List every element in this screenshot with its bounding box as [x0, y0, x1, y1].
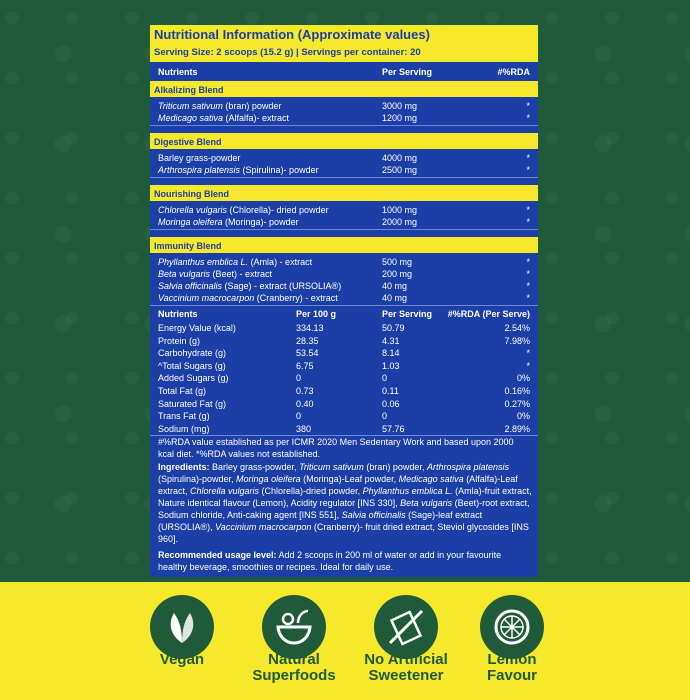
- nutr-col-rda: #%RDA (Per Serve): [447, 309, 530, 319]
- nutrition-cell: 0.40: [296, 398, 314, 409]
- blend-item-amount: 2000 mg: [382, 217, 418, 227]
- blend-name: Immunity Blend: [154, 241, 222, 251]
- blend-item-name: Chlorella vulgaris (Chlorella)- dried powder: [158, 205, 329, 215]
- no-sweetener-icon: [374, 595, 438, 659]
- nutrition-cell: Sodium (mg): [158, 423, 210, 434]
- blend-item-rda: *: [526, 153, 530, 163]
- badge-sweetener-label: No Artificial Sweetener: [364, 651, 448, 684]
- blend-item-amount: 1000 mg: [382, 205, 418, 215]
- nutrition-header-row: [150, 308, 538, 321]
- nutrition-cell: 4.31: [382, 335, 400, 346]
- nutrition-cell: Trans Fat (g): [158, 411, 210, 422]
- nutrition-cell: 7.98%: [504, 335, 530, 346]
- blend-item-amount: 200 mg: [382, 269, 413, 279]
- blend-item-row: [150, 112, 538, 125]
- blend-item-name: Vaccinium macrocarpon (Cranberry) - extract: [158, 293, 338, 303]
- blend-item-amount: 3000 mg: [382, 101, 418, 111]
- blend-item-name: Arthrospira platensis (Spirulina)- powder: [158, 165, 319, 175]
- divider: [150, 177, 538, 178]
- badge-superfoods-label: Natural Superfoods: [252, 651, 336, 684]
- nutr-col-perserving: Per Serving: [382, 309, 433, 319]
- usage-label: Recommended usage level:: [158, 550, 277, 560]
- nutrition-panel: [150, 25, 538, 577]
- blend-item-row: [150, 164, 538, 177]
- usage-text: [158, 549, 532, 573]
- blend-item-name: Triticum sativum (bran) powder: [158, 101, 282, 111]
- serving-info: Serving Size: 2 scoops (15.2 g) | Servings per container: 20: [154, 47, 421, 58]
- nutrition-row: [150, 347, 538, 360]
- nutrition-cell: 8.14: [382, 348, 400, 359]
- nutrition-cell: 0: [382, 411, 388, 422]
- col-per-serving: Per Serving: [382, 67, 433, 77]
- blend-header-row: [150, 66, 538, 79]
- leaf-icon: [150, 595, 214, 659]
- nutrition-cell: 380: [296, 423, 312, 434]
- nutrition-cell: *: [526, 360, 530, 371]
- blend-item-rda: *: [526, 165, 530, 175]
- nutrition-cell: 0: [296, 411, 302, 422]
- col-rda: #%RDA: [497, 67, 530, 77]
- blend-item-amount: 1200 mg: [382, 113, 418, 123]
- blend-item-name: Beta vulgaris (Beet) - extract: [158, 269, 273, 279]
- nutrition-cell: 0%: [516, 411, 530, 422]
- blend-item-amount: 2500 mg: [382, 165, 418, 175]
- ingredients-body: Barley grass-powder, Triticum sativum (bran) powder, Arthrospira platensis (Spirulina)-powder, Moringa oleifera (Moringa)-Leaf powder, Medicago sativa (Alfalfa)-Leaf extract, Chlorella vulgaris (Chlorella)-dried powder, Phyllanthus emblica L. (Amla)-fruit extract, Nature identical flavour (Lemon), Acidity regulator [INS 330], Beta vulgaris (Beet)-root extract, Sodium chloride, Anti-caking agent [INS 551], Salvia officinalis (Sage)-leaf extract (URSOLIA®), Vaccinium macrocarpon (Cranberry)- fruit dried extract, Steviol glycosides [INS 960].: [158, 462, 532, 544]
- blend-item-rda: *: [526, 269, 530, 279]
- nutrition-cell: 0.11: [382, 386, 399, 396]
- blend-item-name: Medicago sativa (Alfalfa)- extract: [158, 113, 290, 123]
- blend-item-name: Moringa oleifera (Moringa)- powder: [158, 217, 299, 227]
- nutrition-row: [150, 372, 538, 385]
- blend-item-name: Salvia officinalis (Sage) - extract (URSOLIA®): [158, 281, 342, 291]
- blend-item-rda: *: [526, 257, 530, 267]
- blend-item-amount: 4000 mg: [382, 153, 418, 163]
- divider: [150, 229, 538, 230]
- nutr-col-per100: Per 100 g: [296, 309, 337, 319]
- nutrition-cell: 28.35: [296, 335, 319, 346]
- nutrition-cell: Saturated Fat (g): [158, 398, 227, 409]
- nutrition-cell: Carbohydrate (g): [158, 348, 227, 359]
- nutrition-row: [150, 360, 538, 373]
- blend-name: Digestive Blend: [154, 137, 222, 147]
- blend-name: Alkalizing Blend: [154, 85, 224, 95]
- nutr-col-nutrients: Nutrients: [158, 309, 198, 319]
- nutrition-row: [150, 423, 538, 436]
- panel-title: Nutritional Information (Approximate values): [154, 27, 430, 42]
- nutrition-cell: 1.03: [382, 360, 400, 371]
- nutrition-cell: 0.73: [296, 386, 314, 396]
- divider: [150, 305, 538, 306]
- nutrition-cell: 0%: [516, 373, 530, 384]
- nutrition-row: [150, 410, 538, 423]
- lemon-icon: [480, 595, 544, 659]
- blend-item-name: Barley grass-powder: [158, 153, 241, 163]
- nutrition-cell: Energy Value (kcal): [158, 323, 236, 333]
- blend-item-row: [150, 292, 538, 305]
- nutrition-cell: 2.54%: [504, 323, 530, 333]
- badge-lemon-label: Lemon Favour: [486, 651, 537, 684]
- blend-item-rda: *: [526, 281, 530, 291]
- blend-name: Nourishing Blend: [154, 189, 229, 199]
- nutrition-cell: *: [526, 348, 530, 359]
- nutrition-cell: 0: [296, 373, 302, 384]
- nutrition-row: [150, 322, 538, 335]
- nutrition-cell: 0: [382, 373, 388, 384]
- nutrition-cell: 53.54: [296, 348, 319, 359]
- blend-item-rda: *: [526, 101, 530, 111]
- blend-item-rda: *: [526, 293, 530, 303]
- nutrition-cell: ^Total Sugars (g): [158, 360, 226, 371]
- nutrition-cell: Added Sugars (g): [158, 373, 229, 384]
- nutrition-cell: 0.16%: [504, 386, 530, 396]
- nutrition-row: [150, 335, 538, 348]
- blend-item-rda: *: [526, 205, 530, 215]
- blend-section-header: [150, 81, 538, 97]
- nutrition-cell: 57.76: [382, 423, 405, 434]
- nutrition-cell: 0.06: [382, 398, 400, 409]
- blend-section-header: [150, 185, 538, 201]
- blend-item-rda: *: [526, 217, 530, 227]
- nutrition-cell: 334.13: [296, 323, 324, 333]
- bowl-icon: [262, 595, 326, 659]
- nutrition-row: [150, 385, 538, 398]
- panel-header: [150, 25, 538, 62]
- nutrition-cell: 2.89%: [504, 423, 530, 434]
- nutrition-cell: Total Fat (g): [158, 386, 207, 396]
- blend-item-row: [150, 216, 538, 229]
- nutrition-cell: 0.27%: [504, 398, 530, 409]
- blend-item-amount: 40 mg: [382, 281, 408, 291]
- col-nutrients: Nutrients: [158, 67, 198, 77]
- ingredients-text: [158, 461, 532, 545]
- blend-section-header: [150, 237, 538, 253]
- footnote: #%RDA value established as per ICMR 2020 Men Sedentary Work and based upon 2000 kcal diet. *%RDA values not established.: [158, 437, 514, 459]
- blend-item-rda: *: [526, 113, 530, 123]
- blend-item-name: Phyllanthus emblica L. (Amla) - extract: [158, 257, 313, 267]
- blend-item-amount: 40 mg: [382, 293, 408, 303]
- nutrition-row: [150, 398, 538, 411]
- usage-body: Add 2 scoops in 200 ml of water or add in your favourite healthy beverage, smoothies or recipes. Ideal for daily use.: [158, 550, 502, 572]
- ingredients-label: Ingredients:: [158, 462, 210, 472]
- nutrition-cell: 50.79: [382, 323, 405, 333]
- nutrition-cell: 6.75: [296, 360, 314, 371]
- blend-item-amount: 500 mg: [382, 257, 413, 267]
- divider: [150, 125, 538, 126]
- blend-section-header: [150, 133, 538, 149]
- nutrition-cell: Protein (g): [158, 335, 201, 346]
- badge-vegan-label: Vegan: [159, 651, 205, 668]
